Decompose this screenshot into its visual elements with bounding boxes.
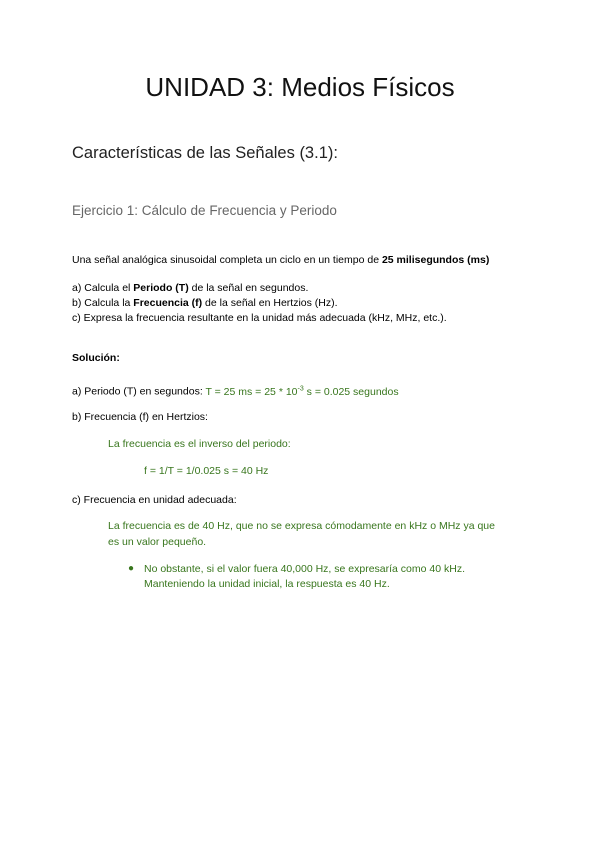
statement-text: Una señal analógica sinusoidal completa un ciclo en un tiempo de	[72, 254, 382, 266]
solution-c-note-line2: es un valor pequeño.	[108, 536, 207, 548]
section-heading: Características de las Señales (3.1):	[72, 144, 338, 162]
statement-bold: 25 milisegundos (ms)	[381, 254, 490, 266]
task-a-prefix: a) Calcula el	[72, 282, 134, 294]
solution-a-label: a) Periodo (T) en segundos:	[72, 385, 206, 398]
page-title: UNIDAD 3: Medios Físicos	[145, 72, 455, 102]
task-b-prefix: b) Calcula la	[72, 297, 134, 309]
solution-a	[72, 385, 399, 398]
solution-b-note: La frecuencia es el inverso del periodo:	[108, 438, 291, 450]
solution-a-value-prefix: T = 25 ms = 25 * 10	[205, 385, 298, 398]
bullet-line1: No obstante, si el valor fuera 40,000 Hz, se expresaría como 40 kHz.	[144, 563, 465, 575]
task-a	[72, 282, 308, 294]
solution-b-formula: f = 1/T = 1/0.025 s = 40 Hz	[144, 465, 269, 477]
solution-a-value	[205, 386, 398, 398]
task-b-suffix: de la señal en Hertzios (Hz).	[202, 297, 338, 309]
bullet-line2: Manteniendo la unidad inicial, la respuesta es 40 Hz.	[144, 578, 390, 590]
bullet-dot-icon: ●	[128, 563, 135, 574]
solution-heading: Solución:	[72, 352, 120, 364]
solution-b-label: b) Frecuencia (f) en Hertzios:	[72, 411, 208, 423]
solution-c-note-line1: La frecuencia es de 40 Hz, que no se expresa cómodamente en kHz o MHz ya que	[108, 520, 495, 532]
task-b	[72, 297, 338, 309]
task-b-bold: Frecuencia (f)	[133, 297, 203, 309]
solution-a-exponent: -3	[297, 385, 304, 392]
task-a-suffix: de la señal en segundos.	[188, 282, 309, 294]
solution-a-value-suffix: s = 0.025 segundos	[303, 385, 399, 398]
solution-c-label: c) Frecuencia en unidad adecuada:	[72, 494, 237, 506]
task-a-bold: Periodo (T)	[133, 282, 189, 294]
problem-statement	[72, 254, 489, 266]
exercise-heading: Ejercicio 1: Cálculo de Frecuencia y Periodo	[72, 203, 337, 218]
task-c: c) Expresa la frecuencia resultante en la unidad más adecuada (kHz, MHz, etc.).	[72, 312, 447, 324]
